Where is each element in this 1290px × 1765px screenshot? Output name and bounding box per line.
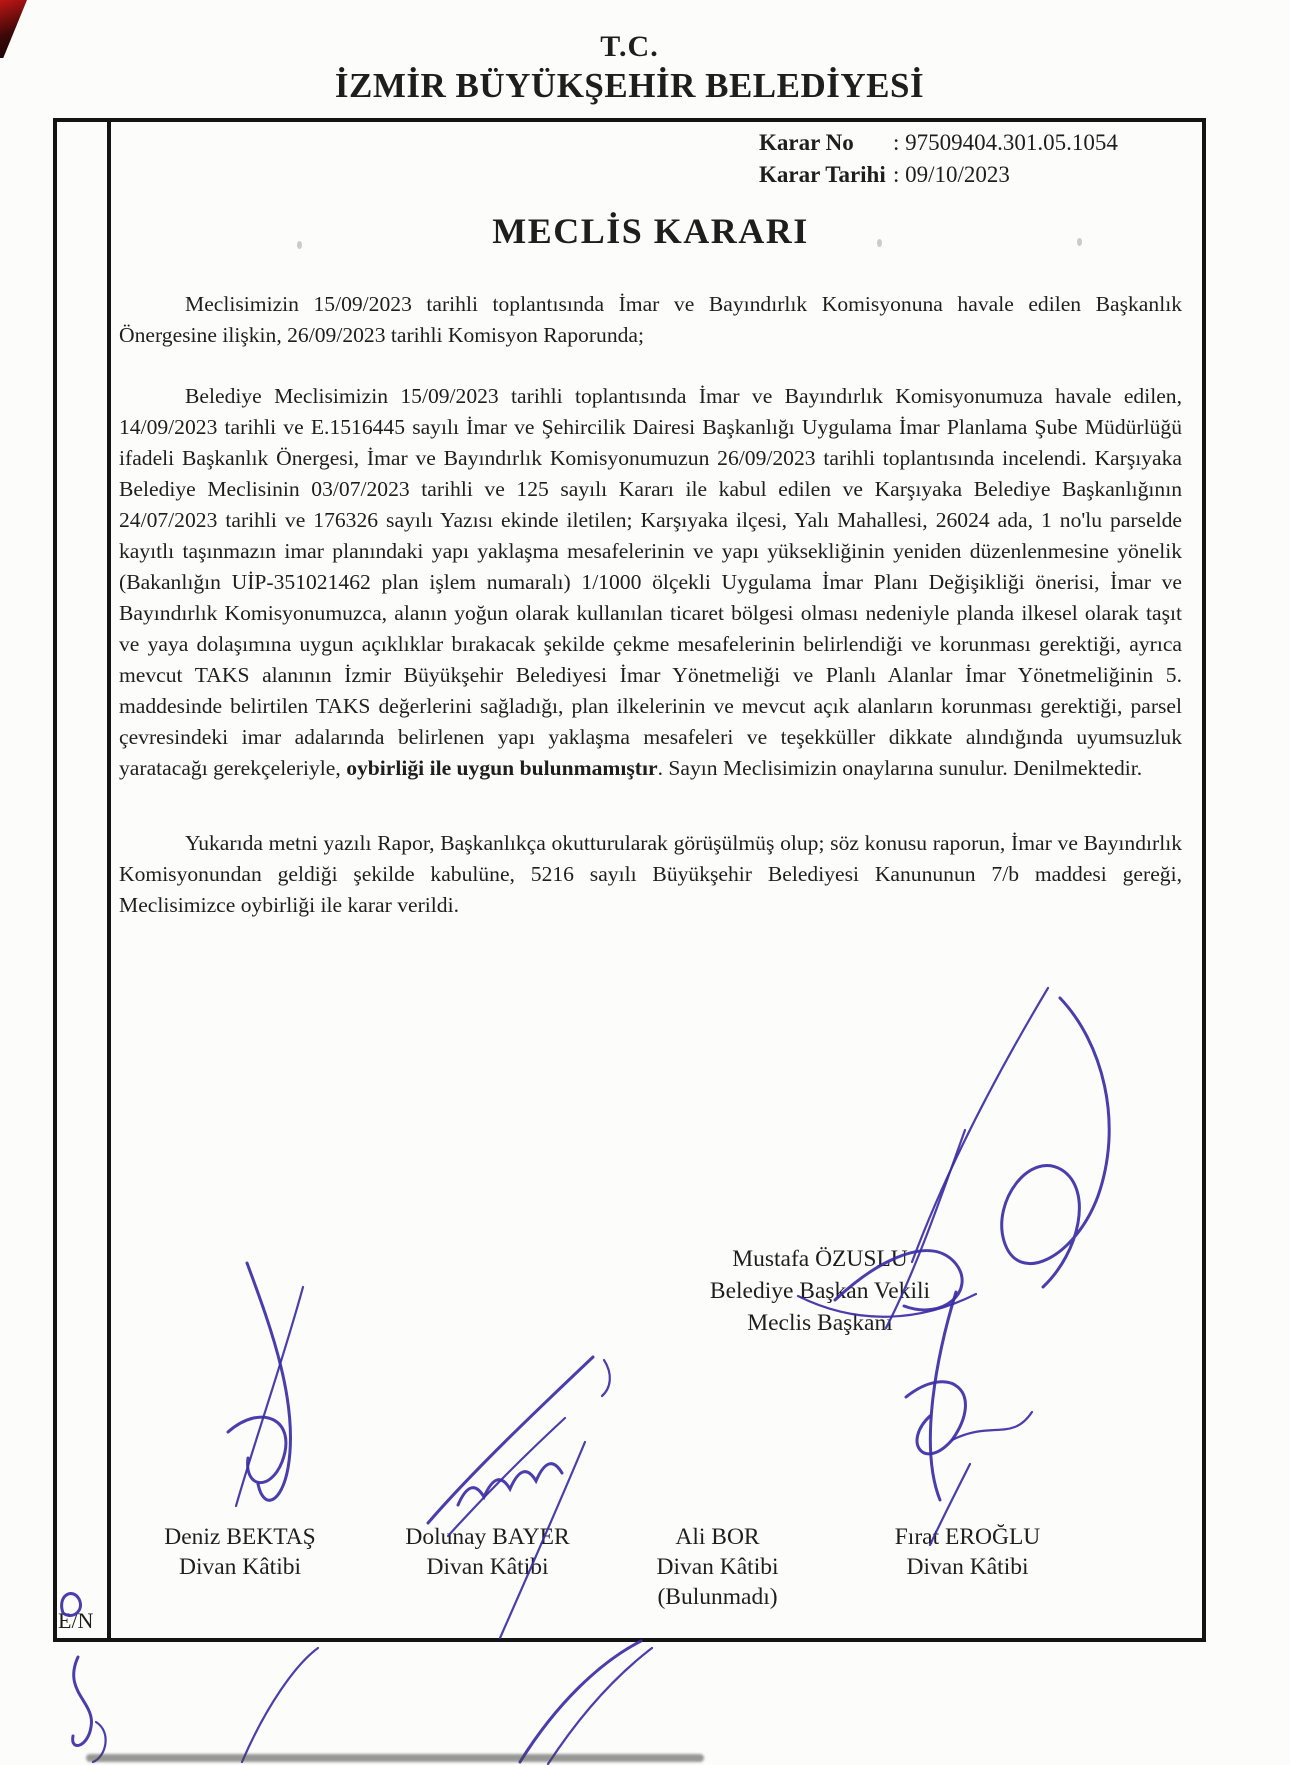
clerk-title: Divan Kâtibi [656,1554,779,1580]
decision-content [111,122,1202,921]
karar-no-value: : 97509404.301.05.1054 [893,130,1118,155]
report-text-verdict: oybirliği ile uygun bulunmamıştır [346,756,658,780]
clerk-name: Deniz BEKTAŞ [164,1524,316,1550]
karar-tarihi-label: Karar Tarihi [759,162,886,187]
karar-tarihi-value: : 09/10/2023 [893,162,1010,187]
scan-speck [1077,238,1082,246]
signature-block-president [655,1243,985,1339]
clerk-title: Divan Kâtibi [426,1554,549,1580]
document-header [53,30,1206,106]
clerk-title: Divan Kâtibi [178,1554,302,1580]
header-municipality: İZMİR BÜYÜKŞEHİR BELEDİYESİ [334,66,925,105]
signature-block-clerk-4 [855,1522,1080,1582]
scan-speck [297,241,302,249]
scan-corner-mark [0,0,27,58]
paragraph-referral: Meclisimizin 15/09/2023 tarihli toplantısında İmar ve Bayındırlık Komisyonuna havale edilen Başkanlık Önergesine ilişkin, 26/09/2023 tarihli Komisyon Raporunda; [119,292,1182,347]
paragraph-commission-report [119,381,1182,784]
president-title-2: Meclis Başkanı [747,1310,893,1336]
report-text-tail: . Sayın Meclisimizin onaylarına sunulur. Denilmektedir. [657,756,1143,780]
clerk-name: Fırat EROĞLU [894,1524,1041,1550]
president-name: Mustafa ÖZUSLU [732,1246,908,1272]
clerk-absence-note: (Bulunmadı) [657,1584,778,1610]
president-title-1: Belediye Başkan Vekili [709,1278,931,1304]
report-text-lead: Belediye Meclisimizin 15/09/2023 tarihli toplantısında İmar ve Bayındırlık Komisyonumuza havale edilen, 14/09/2023 tarihli ve E.1516445 sayılı İmar ve Şehircilik Dairesi Başkanlığı Uygulama İmar Planlama Şube Müdürlüğü ifadeli Başkanlık Önergesi, İmar ve Bayındırlık Komisyonumuzun 26/09/2023 tarihli toplantısında incelendi. Karşıyaka Belediye Meclisinin 03/07/2023 tarihli ve 125 sayılı Kararı ile kabul edilen ve Karşıyaka Belediye Başkanlığının 24/07/2023 tarihli ve 176326 sayılı Yazısı ekinde iletilen; Karşıyaka ilçesi, Yalı Mahallesi, 26024 ada, 1 no'lu parselde kayıtlı taşınmazın imar planındaki yapı yaklaşma mesafelerinin ve yapı yüksekliğinin yeniden düzenlenmesine yönelik (Bakanlığın UİP-351021462 plan işlem numaralı) 1/1000 ölçekli Uygulama İmar Planı Değişikliği önerisi, İmar ve Bayındırlık Komisyonumuzca, alanın yoğun olarak kullanılan ticaret bölgesi olması nedeniyle planda ilkesel olarak taşıt ve yaya dolaşımına uygun açıklıklar bırakacak şekilde çekme mesafelerinin belirlendiği ve korunması gerektiği, ayrıca mevcut TAKS alanının İzmir Büyükşehir Belediyesi İmar Yönetmeliği ve Planlı Alanlar İmar Yönetmeliğinin 5. maddesinde belirtilen TAKS değerlerini sağladığı, plan ilkelerinin ve mevcut açık alanların korunması gerektiği, parsel çevresindeki imar adalarında belirlenen yapı yaklaşma mesafeleri ve teşekküller dikkate alındığında uyumsuzluk yaratacağı gerekçeleriyle, [119,384,1182,780]
scan-bottom-smudge [86,1754,704,1762]
signature-block-clerk-3 [610,1522,825,1612]
paragraph-resolution: Yukarıda metni yazılı Rapor, Başkanlıkça okutturularak görüşülmüş olup; söz konusu raporun, İmar ve Bayındırlık Komisyonundan geldiği şekilde kabulüne, 5216 sayılı Büyükşehir Belediyesi Kanununun 7/b maddesi gereği, Meclisimizce oybirliği ile karar verildi. [119,831,1182,917]
clerk-name: Dolunay BAYER [405,1524,570,1550]
decision-frame [107,118,1206,1642]
decision-title: MECLİS KARARI [492,211,809,251]
scan-speck [877,239,882,247]
clerk-name: Ali BOR [675,1524,760,1550]
signature-block-clerk-1 [130,1522,350,1582]
clerk-title: Divan Kâtibi [906,1554,1029,1580]
header-country: T.C. [600,30,659,63]
en-label: E/N [58,1608,94,1633]
signature-block-clerk-2 [375,1522,600,1582]
karar-no-label: Karar No [759,130,854,155]
left-margin-strip [53,118,111,1642]
